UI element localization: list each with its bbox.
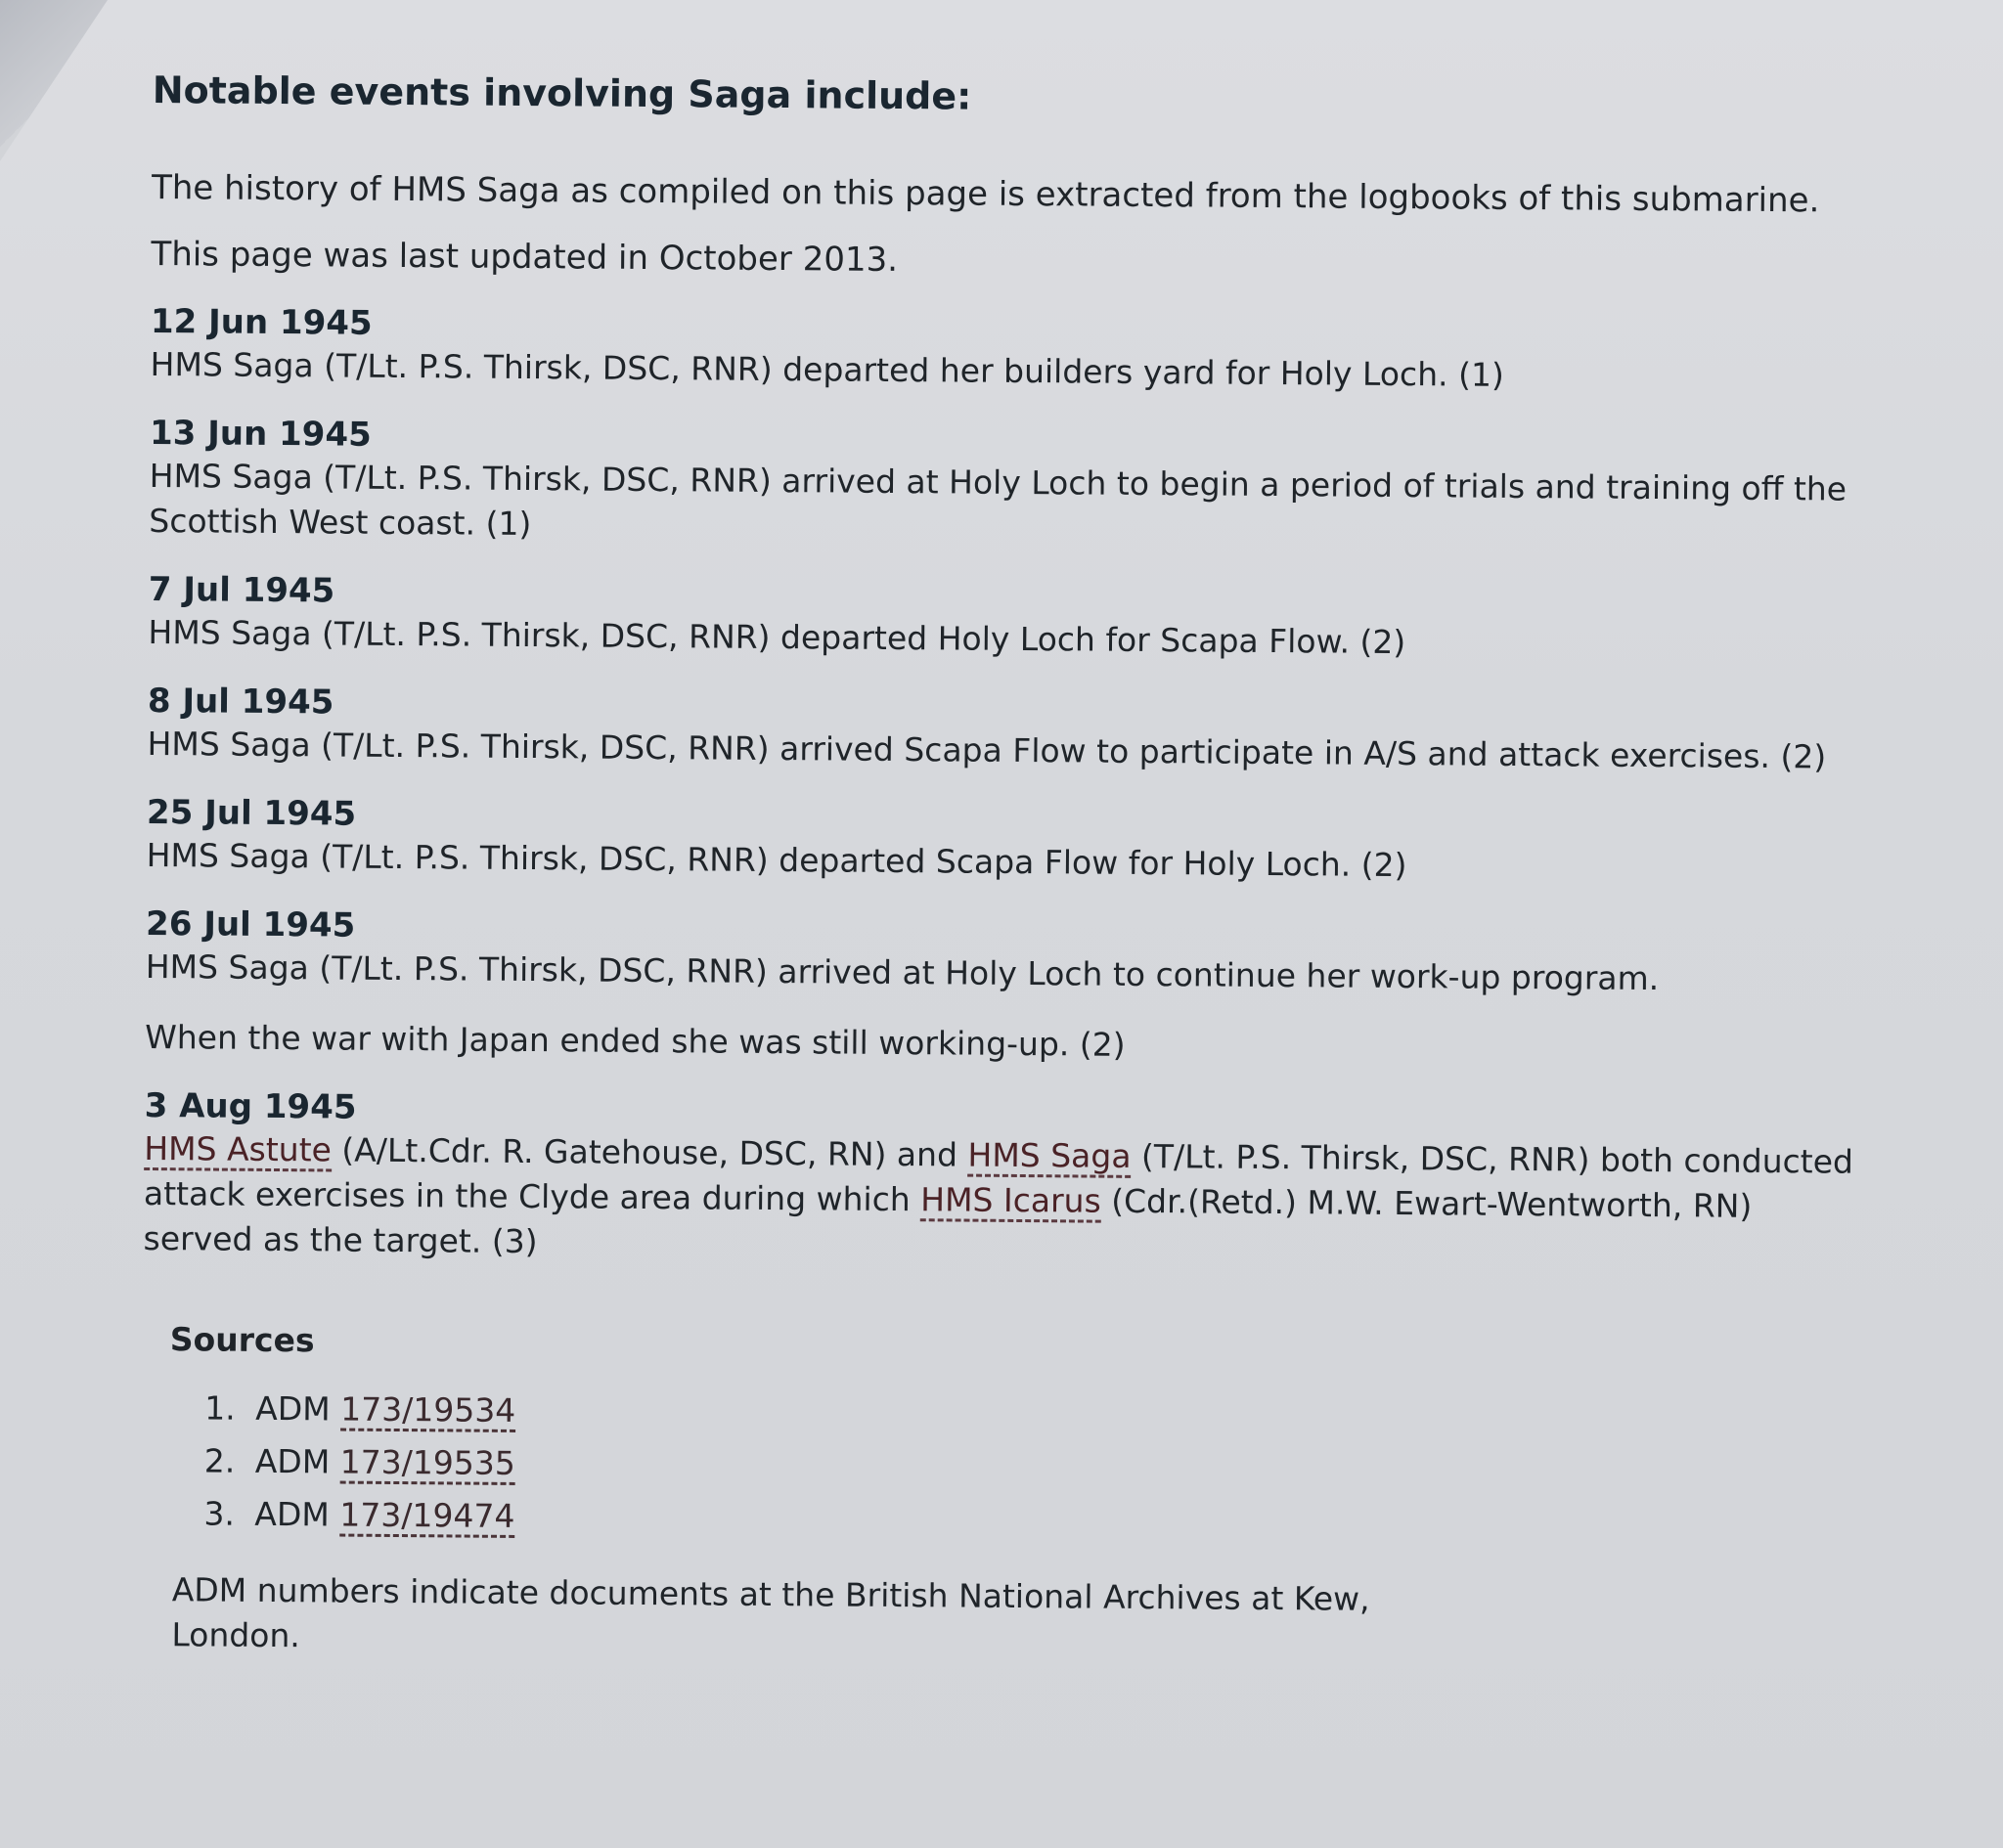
sources-footnote: ADM numbers indicate documents at the British National Archives at Kew, London. <box>171 1570 1370 1655</box>
event-text: HMS Saga (T/Lt. P.S. Thirsk, DSC, RNR) departed Holy Loch for Scapa Flow. (2) <box>148 612 1406 662</box>
event-date: 13 Jun 1945 <box>149 413 372 455</box>
source-link[interactable]: 173/19534 <box>340 1390 515 1432</box>
event-text-part: (A/Lt.Cdr. R. Gatehouse, DSC, RN) and <box>331 1130 968 1174</box>
source-prefix: ADM <box>254 1494 340 1534</box>
event-date: 3 Aug 1945 <box>144 1085 357 1127</box>
sources-list <box>141 1382 1863 1554</box>
hms-icarus-link[interactable]: HMS Icarus <box>920 1180 1101 1222</box>
event-entry <box>143 1085 1865 1275</box>
event-entry <box>145 903 1867 1074</box>
event-entry <box>148 569 1870 669</box>
event-date: 7 Jul 1945 <box>148 569 335 611</box>
page-title: Notable events involving Saga include: <box>152 68 972 118</box>
event-text-part: (T/Lt. P.S. Thirsk, DSC, RNR) both conducted attack exercises in the Clyde area during which <box>143 1136 1854 1219</box>
event-text: HMS Saga (T/Lt. P.S. Thirsk, DSC, RNR) departed Scapa Flow for Holy Loch. (2) <box>146 835 1407 885</box>
event-note: When the war with Japan ended she was still working-up. (2) <box>145 1017 1126 1064</box>
event-text: HMS Saga (T/Lt. P.S. Thirsk, DSC, RNR) departed her builders yard for Holy Loch. (1) <box>150 344 1504 394</box>
source-link[interactable]: 173/19535 <box>340 1443 515 1485</box>
event-entry <box>149 413 1871 557</box>
sources-heading: Sources <box>169 1320 315 1360</box>
event-date: 25 Jul 1945 <box>146 792 357 834</box>
event-entry <box>146 792 1868 892</box>
hms-saga-link[interactable]: HMS Saga <box>967 1136 1131 1178</box>
event-date: 12 Jun 1945 <box>150 301 373 343</box>
event-text-part: (Cdr.(Retd.) M.W. Ewart-Wentworth, RN) served as the target. (3) <box>143 1181 1753 1261</box>
event-date: 8 Jul 1945 <box>147 681 334 723</box>
hms-astute-link[interactable]: HMS Astute <box>144 1129 332 1172</box>
event-entry <box>150 301 1872 401</box>
event-text <box>143 1126 1865 1275</box>
event-entry <box>147 681 1869 780</box>
last-updated-note: This page was last updated in October 2013. <box>151 234 899 280</box>
event-text: HMS Saga (T/Lt. P.S. Thirsk, DSC, RNR) arrived Scapa Flow to participate in A/S and attack exercises. (2) <box>147 724 1827 776</box>
event-date: 26 Jul 1945 <box>145 903 356 946</box>
article-content <box>140 68 1874 1671</box>
source-prefix: ADM <box>255 1388 341 1429</box>
source-link[interactable]: 173/19474 <box>339 1496 514 1538</box>
source-prefix: ADM <box>254 1441 340 1481</box>
event-text: HMS Saga (T/Lt. P.S. Thirsk, DSC, RNR) arrived at Holy Loch to begin a period of trials and training off the Scottish West coast. (1) <box>149 456 1847 544</box>
intro-paragraph: The history of HMS Saga as compiled on this page is extracted from the logbooks of this submarine. <box>151 167 1820 221</box>
event-text: HMS Saga (T/Lt. P.S. Thirsk, DSC, RNR) arrived at Holy Loch to continue her work-up program. <box>145 946 1660 998</box>
